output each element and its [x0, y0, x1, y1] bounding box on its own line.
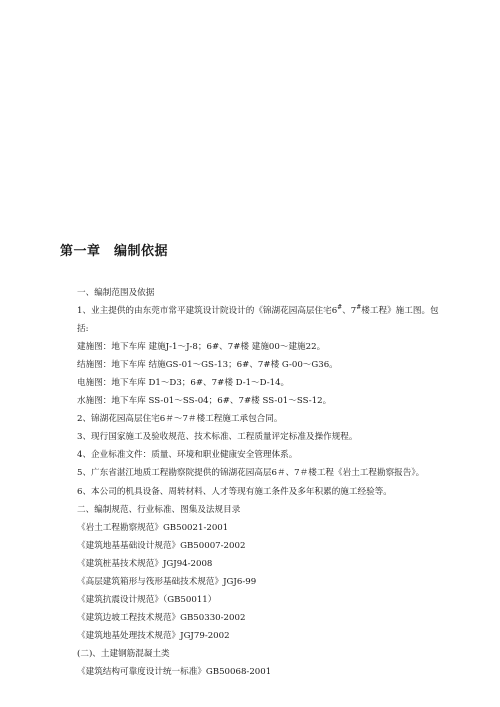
subsection-heading: (二)、土建钢筋混凝土类: [77, 648, 170, 659]
list-item-contract: 2、锦湖花园高层住宅6＃～7＃楼工程施工承包合同。: [77, 414, 283, 425]
section-heading-scope: 一、编制范围及依据: [77, 288, 155, 298]
list-item-resources: 6、本公司的机具设备、周转材料、人才等现有施工条件及多年积累的施工经验等。: [77, 486, 392, 497]
code-item: 《高层建筑箱形与筏形基础技术规范》JGJ6-99: [77, 576, 257, 587]
chapter-title: 第一章 编制依据: [60, 244, 169, 259]
list-item-owner-drawings: 1、业主提供的由东莞市常平建筑设计院设计的《锦湖花园高层住宅6#、7#楼工程》施工图。包括:: [77, 304, 439, 335]
section-heading-codes: 二、编制规范、行业标准、图集及法规目录: [77, 504, 241, 515]
code-item: 《建筑结构可靠度设计统一标准》GB50068-2001: [77, 666, 272, 677]
list-item-geology-report: 5、广东省湛江地质工程勘察院提供的锦湖花园高层6＃、7＃楼工程《岩土工程勘察报告》。: [77, 468, 425, 479]
code-item: 《建筑边坡工程技术规范》GB50330-2002: [77, 612, 246, 623]
code-item: 《岩土工程勘察规范》GB50021-2001: [77, 522, 229, 533]
drawing-list-plumbing: 水施图：地下车库 SS-01～SS-04；6#、7#楼 SS-01～SS-12。: [77, 396, 332, 407]
drawing-list-structure: 结施图：地下车库 结施GS-01～GS-13；6#、7#楼 G-00～G36。: [77, 360, 338, 371]
list-item-standards: 3、现行国家施工及验收规范、技术标准、工程质量评定标准及操作规程。: [77, 432, 358, 443]
drawing-list-architecture: 建施图：地下车库 建施J-1～J-8；6#、7#楼 建施00～建施22。: [77, 342, 326, 353]
code-item: 《建筑抗震设计规范》（GB50011）: [77, 594, 217, 605]
code-item: 《建筑桩基技术规范》JGJ94-2008: [77, 558, 213, 569]
document-body: [60, 284, 442, 681]
code-item: 《建筑地基处理技术规范》JGJ79-2002: [77, 630, 230, 641]
drawing-list-electrical: 电施图：地下车库 D1～D3；6#、7#楼 D-1～D-14。: [77, 378, 290, 389]
code-item: 《建筑地基基础设计规范》GB50007-2002: [77, 540, 246, 551]
list-item-enterprise: 4、企业标准文件：质量、环境和职业健康安全管理体系。: [77, 450, 298, 461]
